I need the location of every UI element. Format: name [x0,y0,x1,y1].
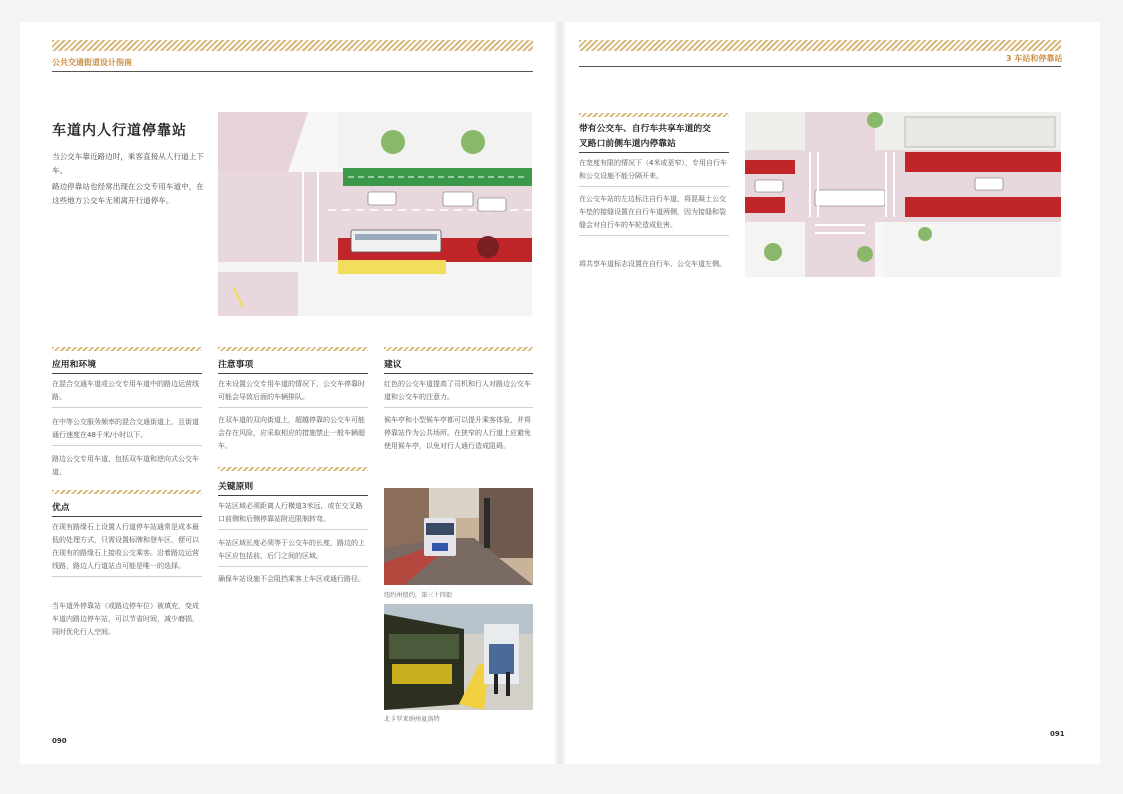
intro-paragraph-1: 当公交车靠近路边时，乘客直接从人行道上下车。 [52,152,204,175]
application-paragraph-3: 路边公交专用车道，包括双车道和逆向式公交车道。 [52,455,199,476]
right-section-rule [579,152,729,153]
principles-hatch [218,467,368,471]
advantages-rule [52,516,202,517]
right-header-hatch-bar [579,40,1061,51]
principles-paragraph-3: 确保车站设施不会阻挡乘客上车区或通行路径。 [218,575,365,583]
right-header-rule [579,66,1061,67]
recommendations-hatch [384,347,533,351]
principles-paragraph-1: 车站区域必须距离人行横道3米远，或在交叉路口前侧和后侧停靠站附近限制转弯。 [218,500,368,530]
right-section-title-line-1: 带有公交车、自行车共享车道的交 [579,124,711,134]
recommendations-paragraph-2: 候车亭和小型候车亭都可以提升乘客体验，并将停靠站作为公共场所。在狭窄的人行道上应避免使用候车亭，以免对行人通行造成阻碍。 [384,416,531,450]
notes-paragraph-1: 在未设置公交专用车道的情况下，公交车停靠时可能会导致后面的车辆排队。 [218,378,368,408]
right-section-hatch [579,113,729,117]
left-running-head: 公共交通街道设计指南 [52,58,132,67]
photo-new-york-34th-street [384,488,533,585]
application-hatch [52,347,202,351]
intro-paragraph-2: 路边停靠站也经常出现在公交专用车道中，在这些地方公交车无须离开行道停车。 [52,182,204,205]
car-lane-sidewalk-stop-illustration [218,112,532,316]
right-paragraph-2: 在公交车站的左边标注自行车道，将混凝土公交车垫的接缝设置在自行车道两侧，因为接缝和裂缝会对自行车的车轮造成危害。 [579,193,729,236]
application-paragraph-2: 在中等公交服务频率的混合交通街道上，且街道通行速度在48千米/小时以下。 [52,416,202,446]
principles-title: 关键原则 [218,482,254,492]
notes-title: 注意事项 [218,360,254,370]
right-section-title-line-2: 叉路口前侧车道内停靠站 [579,139,676,149]
left-header-rule [52,71,533,72]
photo-2-caption: 北卡罗来纳州夏洛特 [384,716,440,723]
recommendations-rule [384,373,533,374]
page-title: 车道内人行道停靠站 [52,123,187,139]
principles-rule [218,495,368,496]
principles-paragraph-2: 车站区域长度必须等于公交车的长度，路边的上车区应包括前、后门之间的区域。 [218,537,368,567]
notes-rule [218,373,368,374]
book-gutter [555,22,565,764]
advantages-title: 优点 [52,503,70,513]
shared-bus-bike-lane-intersection-illustration [745,112,1061,277]
photo-1-caption: 纽约州纽约，第三十四街 [384,592,453,599]
right-running-head: 3 车站和停靠站 [1006,54,1063,63]
notes-hatch [218,347,368,351]
application-rule [52,373,202,374]
advantages-paragraph-2: 当车道外停靠站（或路边停车位）被填充，变成车道内路边停车站，可以节省时间，减少磨损，同时优化行人空间。 [52,602,199,636]
right-paragraph-3: 将共享车道标志设置在自行车、公交车道左侧。 [579,260,726,268]
recommendations-title: 建议 [384,360,402,370]
right-paragraph-1: 在宽度有限的情况下（4米或更窄），专用自行车和公交设施不能分隔开来。 [579,157,729,187]
application-title: 应用和环境 [52,360,96,370]
right-page-number: 091 [1050,730,1065,738]
advantages-paragraph-1: 在现有路缘石上设置人行道停车站通常是成本最低的处理方式，只需设置标牌和登车区，便可以在现有的路缘石上接收公交乘客。沿着路边运营线路，路边人行道站点可能是唯一的选择。 [52,521,202,577]
application-paragraph-1: 在混合交通车道或公交专用车道中的路边运营线路。 [52,378,202,408]
photo-charlotte-north-carolina [384,604,533,710]
advantages-hatch [52,490,202,494]
left-header-hatch-bar [52,40,533,51]
notes-paragraph-2: 在双车道的双向街道上，超越停靠的公交车可能会存在风险，应采取相应的措施禁止一般车辆超车。 [218,416,365,450]
recommendations-paragraph-1: 红色的公交车道提高了司机和行人对路边公交车道和公交车的注意力。 [384,378,533,408]
left-page-number: 090 [52,737,67,745]
